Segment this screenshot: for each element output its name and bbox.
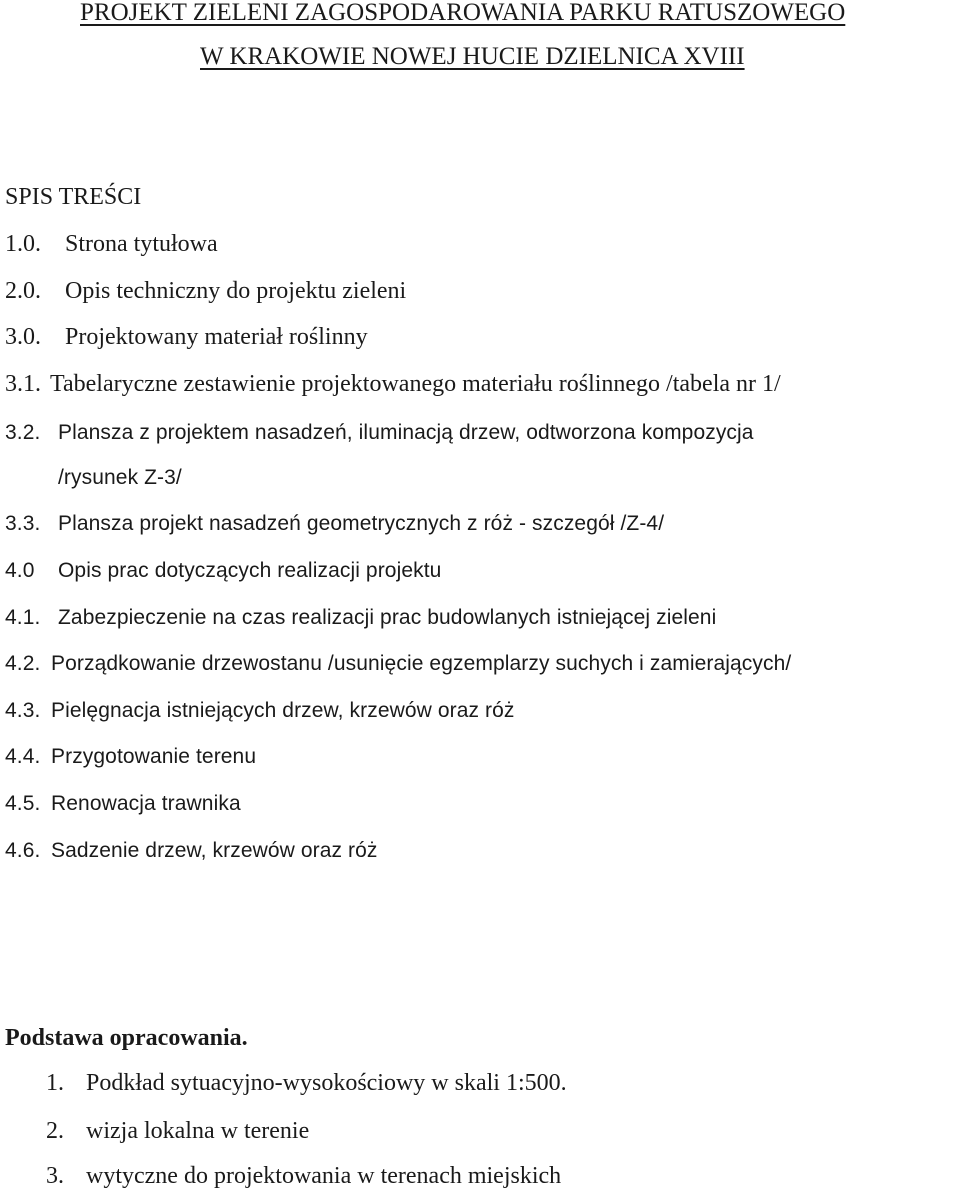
- toc-item-text: Pielęgnacja istniejących drzew, krzewów oraz róż: [51, 699, 515, 722]
- toc-item-text: Opis prac dotyczących realizacji projektu: [58, 559, 442, 582]
- toc-item-text: Tabelaryczne zestawienie projektowanego materiału roślinnego /tabela nr 1/: [50, 371, 781, 397]
- toc-item-number: 4.3.: [5, 699, 41, 722]
- toc-item-text: Plansza z projektem nasadzeń, iluminacją drzew, odtworzona kompozycja: [58, 421, 754, 444]
- toc-item-number: 4.6.: [5, 839, 41, 862]
- toc-item-number: 4.0: [5, 559, 35, 582]
- basis-item-text: wytyczne do projektowania w terenach miejskich: [86, 1163, 562, 1189]
- toc-item: [5, 369, 781, 399]
- toc-item: [5, 418, 754, 448]
- toc-item: [5, 789, 241, 819]
- toc-item: [5, 229, 218, 259]
- basis-item-number: 2.: [46, 1118, 64, 1144]
- toc-item: [5, 322, 368, 352]
- toc-item-number: 4.1.: [5, 606, 41, 629]
- basis-item-text: Podkład sytuacyjno-wysokościowy w skali 1:500.: [86, 1070, 567, 1096]
- toc-item: [5, 603, 716, 633]
- toc-item-text: /rysunek Z-3/: [58, 466, 182, 489]
- document-title-line-2: W KRAKOWIE NOWEJ HUCIE DZIELNICA XVIII: [200, 43, 745, 70]
- document-title-line-1: PROJEKT ZIELENI ZAGOSPODAROWANIA PARKU RATUSZOWEGO: [80, 0, 846, 26]
- toc-heading: SPIS TREŚCI: [5, 184, 142, 210]
- toc-item-number: 2.0.: [5, 278, 41, 304]
- basis-item-text: wizja lokalna w terenie: [86, 1118, 310, 1144]
- toc-item-text: Projektowany materiał roślinny: [65, 324, 368, 350]
- toc-item: [5, 556, 441, 586]
- toc-item-number: 3.2.: [5, 421, 41, 444]
- basis-item-number: 1.: [46, 1070, 64, 1096]
- toc-item-number: 4.2.: [5, 652, 41, 675]
- basis-item-number: 3.: [46, 1163, 64, 1189]
- toc-item-number: 4.4.: [5, 745, 41, 768]
- toc-item-number: 4.5.: [5, 792, 41, 815]
- toc-item-text: Sadzenie drzew, krzewów oraz róż: [51, 839, 378, 862]
- toc-item: [5, 509, 664, 539]
- toc-item-number: 3.3.: [5, 512, 41, 535]
- basis-heading: Podstawa opracowania.: [5, 1025, 248, 1051]
- toc-item-continuation: [58, 463, 182, 493]
- toc-item-text: Plansza projekt nasadzeń geometrycznych z róż - szczegół /Z-4/: [58, 512, 665, 535]
- toc-item-text: Przygotowanie terenu: [51, 745, 257, 768]
- toc-item-text: Porządkowanie drzewostanu /usunięcie egzemplarzy suchych i zamierających/: [51, 652, 792, 675]
- toc-item-text: Opis techniczny do projektu zieleni: [65, 278, 407, 304]
- toc-item-number: 3.0.: [5, 324, 41, 350]
- toc-item: [5, 742, 256, 772]
- toc-item: [5, 649, 791, 679]
- toc-item: [5, 276, 406, 306]
- toc-item: [5, 836, 378, 866]
- toc-item-number: 1.0.: [5, 231, 41, 257]
- toc-item-text: Renowacja trawnika: [51, 792, 241, 815]
- toc-item-text: Strona tytułowa: [65, 231, 218, 257]
- toc-item: [5, 696, 515, 726]
- toc-item-text: Zabezpieczenie na czas realizacji prac budowlanych istniejącej zieleni: [58, 606, 717, 629]
- toc-item-number: 3.1.: [5, 371, 41, 397]
